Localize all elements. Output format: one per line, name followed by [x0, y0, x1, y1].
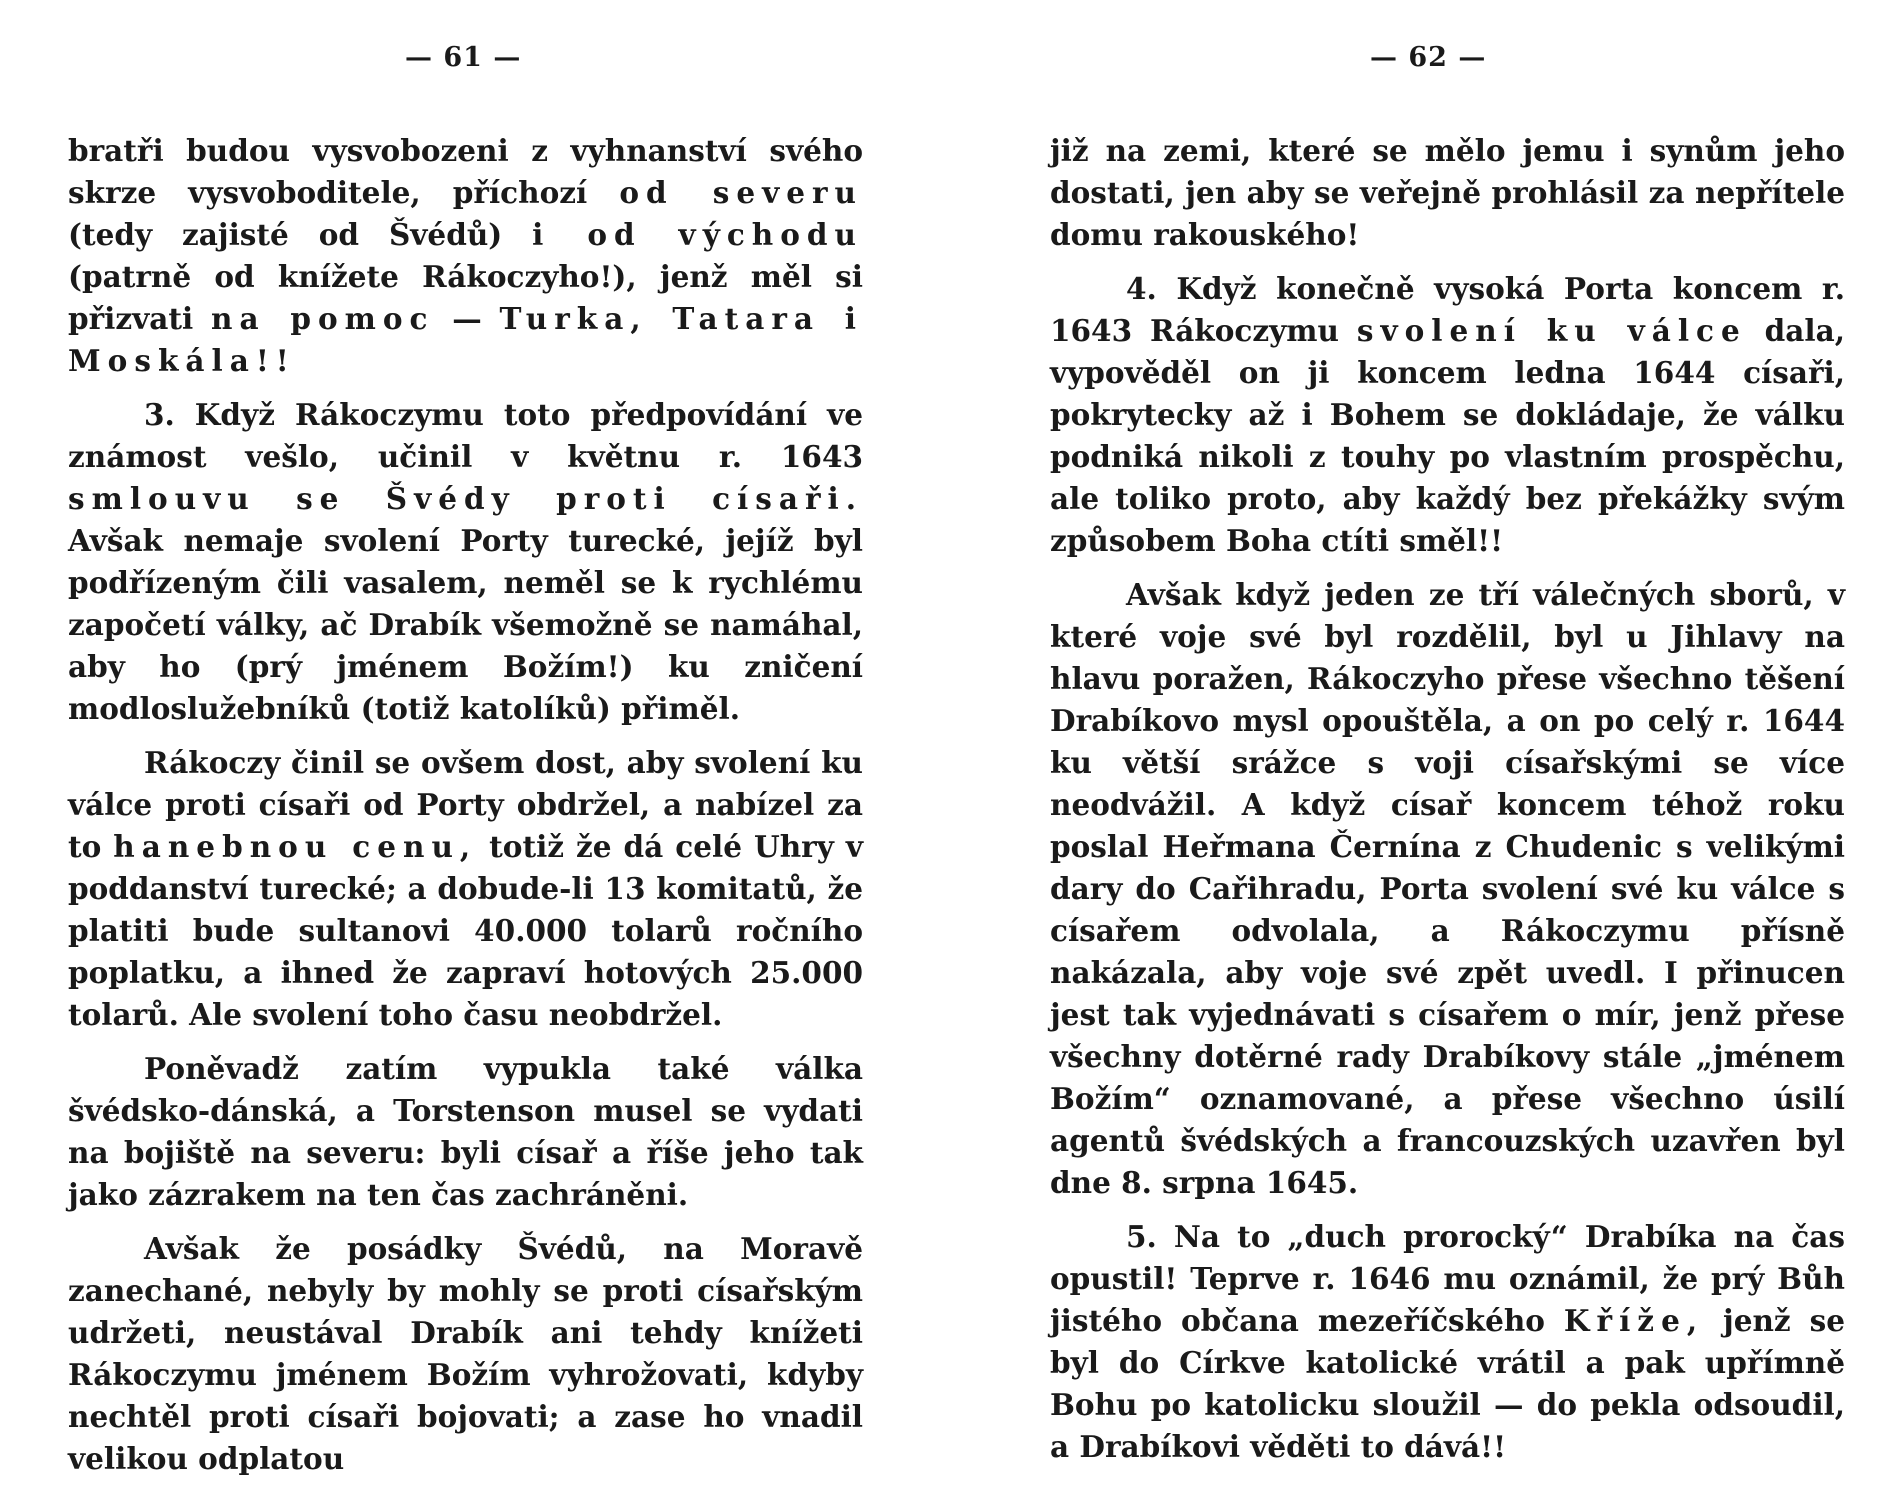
spaced-emphasis-text: Kříže,: [1563, 1303, 1705, 1338]
paragraph: [1050, 268, 1845, 562]
text-segment: dala, vypověděl on ji koncem ledna 1644 císaři, pokrytecky až i Bohem se dokládaje, že válku podniká nikoli z touhy po vlastním prospěchu, ale toliko proto, aby každý bez překážky svým způsobem Boha ctíti směl!!: [1050, 313, 1845, 558]
paragraph: [68, 130, 863, 382]
text-segment: (patrně od knížete Rákoczyho!), jenž měl si přizvati: [68, 259, 863, 336]
text-segment: Avšak že posádky Švédů, na Moravě zanechané, nebyly by mohly se proti císařským udržeti, neustával Drabík ani tehdy knížeti Rákoczymu jménem Božím vyhrožovati, kdyby nechtěl proti císaři bojovati; a zase ho vnadil velikou odplatou: [68, 1231, 863, 1476]
spaced-emphasis-text: od severu: [619, 175, 863, 210]
text-segment: Poněvadž zatím vypukla také válka švédsko-dánská, a Torstenson musel se vydati na bojiště na severu: byli císař a říše jeho tak jako zázrakem na ten čas zachráněni.: [68, 1051, 863, 1212]
text-segment: již na zemi, které se mělo jemu i synům jeho dostati, jen aby se veřejně prohlásil za nepřítele domu rakouského!: [1050, 133, 1845, 252]
paragraph: [1050, 1216, 1845, 1468]
spaced-emphasis-text: smlouvu se Švédy proti císaři.: [68, 481, 863, 516]
right-page: [950, 0, 1900, 1500]
page-number: — 62 —: [1370, 42, 1487, 73]
paragraph: [68, 1228, 863, 1480]
paragraph: [1050, 130, 1845, 256]
page-number: — 61 —: [405, 42, 522, 73]
text-segment: —: [434, 301, 500, 336]
text-segment: jenž se byl do Církve katolické vrátil a pak upřímně Bohu po katolicku sloužil — do pekla odsoudil, a Drabíkovi věděti to dává!!: [1050, 1303, 1846, 1464]
text-segment: Avšak nemaje svolení Porty turecké, jejíž byl podřízeným čili vasalem, neměl se k rychlému započetí války, ač Drabík všemožně se namáhal, aby ho (prý jménem Božím!) ku zničení modloslužebníků (totiž katolíků) přiměl.: [68, 523, 863, 726]
text-segment: (tedy zajisté od Švédů): [68, 217, 533, 252]
text-segment: Rákoczy činil se ovšem dost, aby svolení ku válce proti císaři od Porty obdržel, a nabízel za to: [68, 745, 863, 864]
text-segment: Avšak když jeden ze tří válečných sborů, v které voje své byl rozdělil, byl u Jihlavy na hlavu poražen, Rákoczyho přese všechno těšení Drabíkovo mysl opouštěla, a on po celý r. 1644 ku větší srážce s voji císařskými se více neodvážil. A když císař koncem téhož roku poslal Heřmana Černína z Chudenic s velikými dary do Cařihradu, Porta svolení své ku válce s císařem odvolala, a Rákoczymu přísně nakázala, aby voje své zpět uvedl. I přinucen jest tak vyjednávati s císařem o mír, jenž přese všechny dotěrné rady Drabíkovy stále „jménem Božím“ oznamované, a přese všechno úsilí agentů švédských a francouzských uzavřen byl dne 8. srpna 1645.: [1050, 577, 1845, 1200]
spaced-emphasis-text: i od východu: [532, 217, 863, 252]
body-text: [68, 130, 863, 1492]
spaced-emphasis-text: svolení ku válce: [1356, 313, 1747, 348]
text-segment: totiž že dá celé Uhry v poddanství turecké; a dobude-li 13 komitatů, že platiti bude sultanovi 40.000 tolarů ročního poplatku, a ihned že zapraví hotových 25.000 tolarů. Ale svolení toho času neobdržel.: [68, 829, 863, 1032]
text-segment: 5. Na to „duch prorocký“ Drabíka na čas opustil! Teprve r. 1646 mu oznámil, že prý Bůh jistého občana mezeříčského: [1050, 1219, 1845, 1338]
text-segment: bratři budou vysvobozeni z vyhnanství svého skrze vysvoboditele, příchozí: [68, 133, 863, 210]
paragraph: [1050, 574, 1845, 1204]
paragraph: [68, 742, 863, 1036]
spaced-emphasis-text: na pomoc: [211, 301, 435, 336]
text-segment: 4. Když konečně vysoká Porta koncem r. 1643 Rákoczymu: [1050, 271, 1845, 348]
paragraph: [68, 394, 863, 730]
spaced-emphasis-text: Turka, Tatara i Moskála!!: [68, 301, 863, 378]
body-text: [1050, 130, 1845, 1480]
spaced-emphasis-text: hanebnou cenu,: [113, 829, 478, 864]
text-segment: 3. Když Rákoczymu toto předpovídání ve známost vešlo, učinil v květnu r. 1643: [68, 397, 863, 474]
paragraph: [68, 1048, 863, 1216]
